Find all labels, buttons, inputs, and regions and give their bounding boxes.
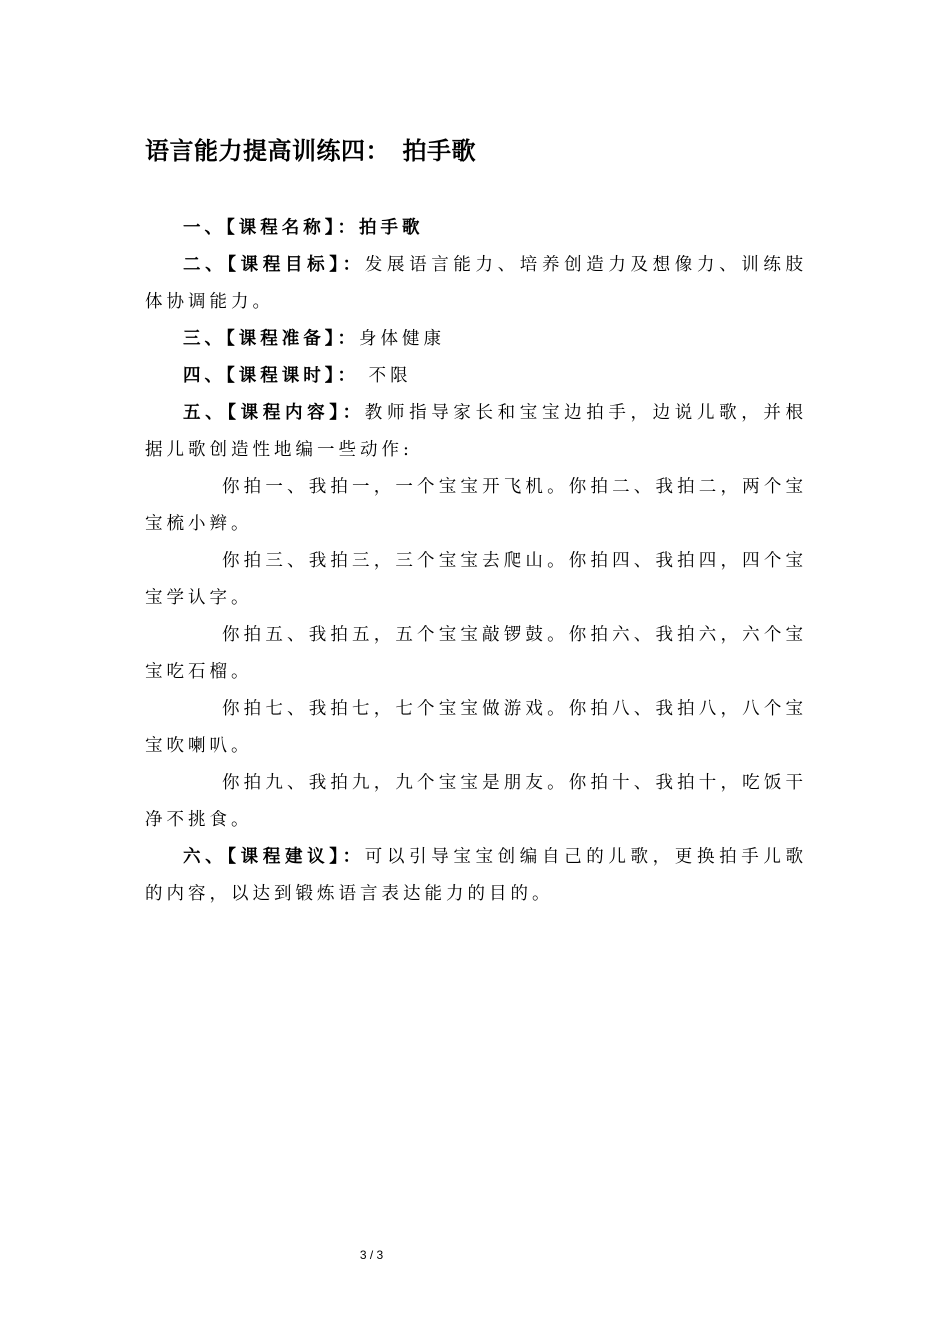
section-text: 拍手歌 (359, 218, 424, 238)
section-label: 二、【课程目标】： (183, 255, 365, 275)
section-label: 四、【课程课时】： (183, 366, 359, 386)
section-course-name (145, 210, 807, 247)
poem-line: 你拍九、我拍九，九个宝宝是朋友。你拍十、我拍十，吃饭干净不挑食。 (145, 773, 807, 830)
section-course-suggestion (145, 839, 807, 913)
section-label: 六、【课程建议】： (183, 847, 365, 867)
page-number: 3 / 3 (359, 1248, 384, 1262)
section-label: 三、【课程准备】： (183, 329, 359, 349)
section-course-content (145, 395, 807, 469)
poem-line: 你拍七、我拍七，七个宝宝做游戏。你拍八、我拍八，八个宝宝吹喇叭。 (145, 699, 807, 756)
section-text: 不限 (359, 366, 412, 386)
section-label: 五、【课程内容】： (183, 403, 365, 423)
section-text: 可以引导宝宝创编自己的儿歌，更换拍手儿歌的内容，以达到锻炼语言表达能力的目的。 (145, 847, 808, 904)
poem-line: 你拍一、我拍一，一个宝宝开飞机。你拍二、我拍二，两个宝宝梳小辫。 (145, 477, 807, 534)
section-label: 一、【课程名称】： (183, 218, 359, 238)
poem-line: 你拍三、我拍三，三个宝宝去爬山。你拍四、我拍四，四个宝宝学认字。 (145, 551, 807, 608)
poem-line: 你拍五、我拍五，五个宝宝敲锣鼓。你拍六、我拍六，六个宝宝吃石榴。 (145, 625, 807, 682)
section-text: 教师指导家长和宝宝边拍手，边说儿歌，并根据儿歌创造性地编一些动作: (145, 403, 808, 460)
section-course-preparation (145, 321, 807, 358)
section-course-goal (145, 247, 807, 321)
section-course-hours (145, 358, 807, 395)
document-title: 语言能力提高训练四： 拍手歌 (145, 136, 476, 165)
section-text: 身体健康 (359, 329, 445, 349)
document-body (145, 210, 807, 913)
section-text: 发展语言能力、培养创造力及想像力、训练肢体协调能力。 (145, 255, 808, 312)
